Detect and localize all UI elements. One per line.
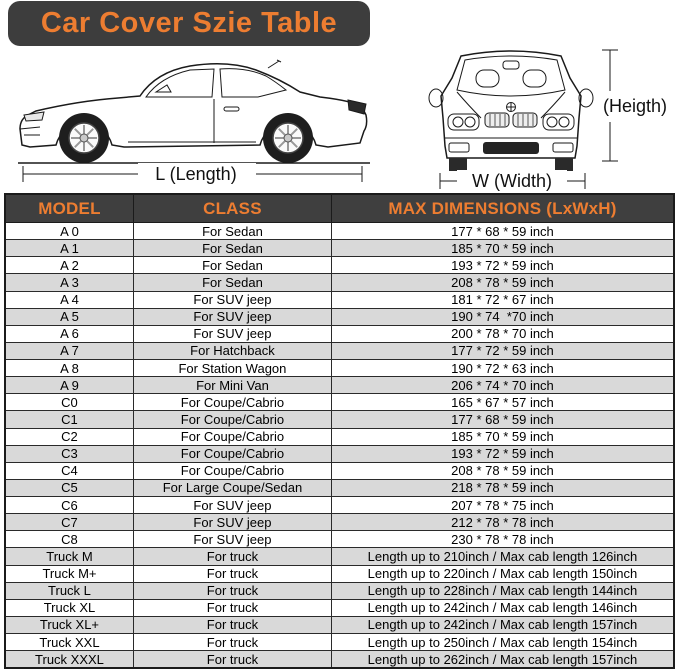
model-cell: Truck L bbox=[5, 582, 133, 599]
model-cell: C0 bbox=[5, 394, 133, 411]
class-cell: For Large Coupe/Sedan bbox=[133, 479, 331, 496]
dimensions-cell: Length up to 242inch / Max cab length 157inch bbox=[331, 616, 674, 633]
model-cell: A 5 bbox=[5, 308, 133, 325]
table-row bbox=[5, 411, 674, 428]
size-table-body bbox=[5, 223, 674, 669]
table-row bbox=[5, 274, 674, 291]
class-cell: For SUV jeep bbox=[133, 497, 331, 514]
table-row bbox=[5, 497, 674, 514]
class-cell: For Sedan bbox=[133, 223, 331, 240]
car-dimension-diagram bbox=[0, 44, 679, 192]
table-row bbox=[5, 360, 674, 377]
model-cell: A 3 bbox=[5, 274, 133, 291]
table-row bbox=[5, 531, 674, 548]
model-cell: C3 bbox=[5, 445, 133, 462]
table-row bbox=[5, 325, 674, 342]
class-cell: For Coupe/Cabrio bbox=[133, 428, 331, 445]
class-cell: For Mini Van bbox=[133, 377, 331, 394]
model-cell: C5 bbox=[5, 479, 133, 496]
class-cell: For Sedan bbox=[133, 240, 331, 257]
table-row bbox=[5, 514, 674, 531]
table-row bbox=[5, 342, 674, 359]
car-front-icon bbox=[429, 51, 593, 171]
table-row bbox=[5, 565, 674, 582]
model-cell: Truck XXXL bbox=[5, 651, 133, 668]
class-cell: For Hatchback bbox=[133, 342, 331, 359]
dimensions-cell: 185 * 70 * 59 inch bbox=[331, 240, 674, 257]
dimensions-cell: 177 * 68 * 59 inch bbox=[331, 411, 674, 428]
class-cell: For Coupe/Cabrio bbox=[133, 462, 331, 479]
rear-wheel-icon bbox=[263, 113, 313, 163]
width-dimension bbox=[440, 170, 585, 191]
class-cell: For Coupe/Cabrio bbox=[133, 411, 331, 428]
length-dimension bbox=[23, 163, 362, 184]
class-cell: For truck bbox=[133, 634, 331, 651]
dimensions-cell: 185 * 70 * 59 inch bbox=[331, 428, 674, 445]
dimensions-cell: 165 * 67 * 57 inch bbox=[331, 394, 674, 411]
dimensions-cell: 200 * 78 * 70 inch bbox=[331, 325, 674, 342]
front-wheel-icon bbox=[59, 113, 109, 163]
dimensions-cell: Length up to 210inch / Max cab length 126inch bbox=[331, 548, 674, 565]
table-row bbox=[5, 651, 674, 668]
table-row bbox=[5, 257, 674, 274]
model-cell: Truck XXL bbox=[5, 634, 133, 651]
model-cell: Truck XL bbox=[5, 599, 133, 616]
dimensions-cell: Length up to 250inch / Max cab length 154inch bbox=[331, 634, 674, 651]
class-cell: For truck bbox=[133, 616, 331, 633]
class-cell: For truck bbox=[133, 651, 331, 668]
model-cell: C8 bbox=[5, 531, 133, 548]
dimensions-cell: Length up to 228inch / Max cab length 144inch bbox=[331, 582, 674, 599]
table-row bbox=[5, 428, 674, 445]
model-cell: A 1 bbox=[5, 240, 133, 257]
length-dimension-label: L (Length) bbox=[155, 164, 237, 184]
page-title: Car Cover Szie Table bbox=[40, 7, 338, 39]
class-cell: For truck bbox=[133, 582, 331, 599]
model-cell: C7 bbox=[5, 514, 133, 531]
class-cell: For SUV jeep bbox=[133, 325, 331, 342]
table-row bbox=[5, 308, 674, 325]
class-cell: For Station Wagon bbox=[133, 360, 331, 377]
class-cell: For SUV jeep bbox=[133, 531, 331, 548]
class-cell: For SUV jeep bbox=[133, 514, 331, 531]
dimensions-cell: 230 * 78 * 78 inch bbox=[331, 531, 674, 548]
class-cell: For truck bbox=[133, 599, 331, 616]
model-cell: A 9 bbox=[5, 377, 133, 394]
table-row bbox=[5, 634, 674, 651]
dimensions-cell: Length up to 220inch / Max cab length 150inch bbox=[331, 565, 674, 582]
header-class: CLASS bbox=[133, 194, 331, 223]
width-dimension-label: W (Width) bbox=[472, 171, 552, 191]
class-cell: For SUV jeep bbox=[133, 291, 331, 308]
class-cell: For SUV jeep bbox=[133, 308, 331, 325]
model-cell: C6 bbox=[5, 497, 133, 514]
dimensions-cell: 212 * 78 * 78 inch bbox=[331, 514, 674, 531]
title-banner bbox=[8, 1, 370, 46]
model-cell: C2 bbox=[5, 428, 133, 445]
table-row bbox=[5, 582, 674, 599]
dimensions-cell: 177 * 68 * 59 inch bbox=[331, 223, 674, 240]
model-cell: A 8 bbox=[5, 360, 133, 377]
class-cell: For truck bbox=[133, 565, 331, 582]
table-row bbox=[5, 616, 674, 633]
model-cell: C1 bbox=[5, 411, 133, 428]
height-dimension bbox=[602, 50, 667, 161]
model-cell: A 6 bbox=[5, 325, 133, 342]
table-row bbox=[5, 548, 674, 565]
model-cell: Truck M+ bbox=[5, 565, 133, 582]
class-cell: For Sedan bbox=[133, 257, 331, 274]
table-row bbox=[5, 223, 674, 240]
table-row bbox=[5, 394, 674, 411]
dimensions-cell: 190 * 74 *70 inch bbox=[331, 308, 674, 325]
class-cell: For Coupe/Cabrio bbox=[133, 445, 331, 462]
model-cell: C4 bbox=[5, 462, 133, 479]
height-dimension-label: (Heigth) bbox=[603, 96, 668, 116]
dimensions-cell: 181 * 72 * 67 inch bbox=[331, 291, 674, 308]
dimensions-cell: Length up to 242inch / Max cab length 146inch bbox=[331, 599, 674, 616]
car-side-icon bbox=[18, 60, 370, 163]
dimensions-cell: 190 * 72 * 63 inch bbox=[331, 360, 674, 377]
dimensions-cell: 208 * 78 * 59 inch bbox=[331, 274, 674, 291]
header-model: MODEL bbox=[5, 194, 133, 223]
model-cell: Truck XL+ bbox=[5, 616, 133, 633]
table-row bbox=[5, 377, 674, 394]
size-table bbox=[4, 193, 675, 669]
dimensions-cell: 177 * 72 * 59 inch bbox=[331, 342, 674, 359]
dimensions-cell: 207 * 78 * 75 inch bbox=[331, 497, 674, 514]
dimensions-cell: 208 * 78 * 59 inch bbox=[331, 462, 674, 479]
table-header-row bbox=[5, 194, 674, 223]
class-cell: For Sedan bbox=[133, 274, 331, 291]
model-cell: Truck M bbox=[5, 548, 133, 565]
dimensions-cell: 206 * 74 * 70 inch bbox=[331, 377, 674, 394]
table-row bbox=[5, 240, 674, 257]
table-row bbox=[5, 291, 674, 308]
table-row bbox=[5, 462, 674, 479]
dimensions-cell: 193 * 72 * 59 inch bbox=[331, 257, 674, 274]
table-row bbox=[5, 479, 674, 496]
table-row bbox=[5, 599, 674, 616]
table-row bbox=[5, 445, 674, 462]
header-dimensions: MAX DIMENSIONS (LxWxH) bbox=[331, 194, 674, 223]
dimensions-cell: 193 * 72 * 59 inch bbox=[331, 445, 674, 462]
model-cell: A 4 bbox=[5, 291, 133, 308]
class-cell: For Coupe/Cabrio bbox=[133, 394, 331, 411]
class-cell: For truck bbox=[133, 548, 331, 565]
dimensions-cell: 218 * 78 * 59 inch bbox=[331, 479, 674, 496]
model-cell: A 7 bbox=[5, 342, 133, 359]
dimensions-cell: Length up to 262inch / Max cab length 157inch bbox=[331, 651, 674, 668]
model-cell: A 2 bbox=[5, 257, 133, 274]
model-cell: A 0 bbox=[5, 223, 133, 240]
